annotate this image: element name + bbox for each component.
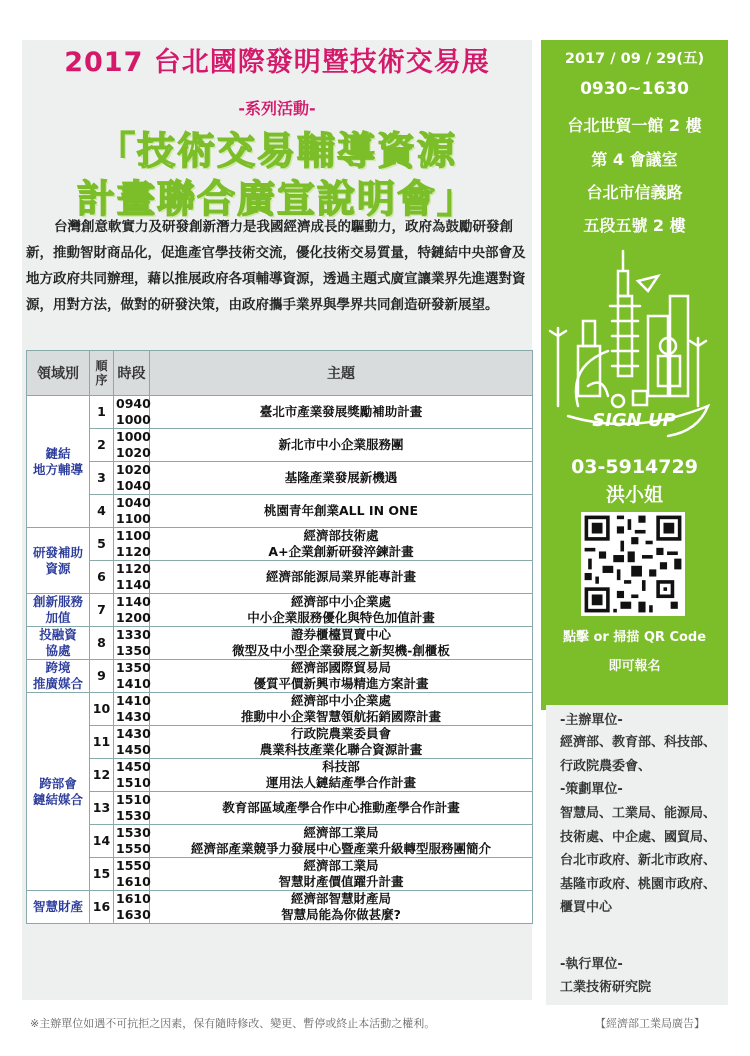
- topic-cell: 經濟部中小企業處 中小企業服務優化與特色加值計畫: [150, 594, 533, 627]
- venue-line2: 第 4 會議室: [591, 150, 678, 169]
- header-seq-text: 順序: [95, 359, 108, 387]
- table-header-row: [27, 351, 533, 396]
- host-title: -主辦單位-: [560, 713, 623, 728]
- topic-cell: 桃園青年創業ALL IN ONE: [150, 495, 533, 528]
- seq-cell: 9: [90, 660, 114, 693]
- area-cell: 跨境 推廣媒合: [27, 660, 90, 693]
- table-row: [27, 429, 533, 462]
- signup-label[interactable]: SIGN UP: [592, 410, 676, 431]
- planner-list: 智慧局、工業局、能源局、技術處、中企處、國貿局、台北市政府、新北市政府、基隆市政府、桃園市政府、櫃買中心: [560, 806, 717, 915]
- time-cell: 1330 1350: [114, 627, 150, 660]
- time-cell: 1120 1140: [114, 561, 150, 594]
- event-time: 0930~1630: [580, 79, 689, 99]
- schedule-table: [26, 350, 533, 924]
- executor-title: -執行單位-: [560, 957, 623, 972]
- table-row: [27, 561, 533, 594]
- area-cell: 智慧財產: [27, 891, 90, 924]
- qr-note-line1: 點擊 or 掃描 QR Code: [562, 630, 707, 645]
- topic-cell: 經濟部能源局業界能專計畫: [150, 561, 533, 594]
- table-row: [27, 759, 533, 792]
- seq-cell: 8: [90, 627, 114, 660]
- topic-cell: 基隆產業發展新機遇: [150, 462, 533, 495]
- table-row: [27, 825, 533, 858]
- footer-ad-label: 【經濟部工業局廣告】: [595, 1017, 705, 1030]
- time-cell: 1510 1530: [114, 792, 150, 825]
- seq-cell: 7: [90, 594, 114, 627]
- seq-cell: 14: [90, 825, 114, 858]
- table-row: [27, 660, 533, 693]
- topic-cell: 行政院農業委員會 農業科技產業化聯合資源計畫: [150, 726, 533, 759]
- area-cell: 跨部會 鏈結媒合: [27, 693, 90, 891]
- topic-cell: 經濟部智慧財產局 智慧局能為你做甚麼?: [150, 891, 533, 924]
- time-cell: 1430 1450: [114, 726, 150, 759]
- time-cell: 1550 1610: [114, 858, 150, 891]
- topic-cell: 證券櫃檯買賣中心 微型及中小型企業發展之新契機-創櫃板: [150, 627, 533, 660]
- table-row: [27, 891, 533, 924]
- seq-cell: 10: [90, 693, 114, 726]
- topic-cell: 臺北市產業發展獎勵補助計畫: [150, 396, 533, 429]
- seq-cell: 16: [90, 891, 114, 924]
- intro-paragraph: 台灣創意軟實力及研發創新潛力是我國經濟成長的驅動力，政府為鼓勵研發創新，推動智財商品化，促進產官學技術交流，優化技術交易質量，特鏈結中央部會及地方政府共同辦理，藉以推展政府各項輔導資源，透過主題式廣宣讓業界先進選對資源，用對方法，做對的研發決策，由政府攜手業界與學界共同創造研發新展望。: [26, 219, 526, 313]
- area-cell: 創新服務 加值: [27, 594, 90, 627]
- topic-cell: 科技部 運用法人鏈結產學合作計畫: [150, 759, 533, 792]
- table-row: [27, 858, 533, 891]
- topic-cell: 經濟部工業局 經濟部產業競爭力發展中心暨產業升級轉型服務團簡介: [150, 825, 533, 858]
- qr-code-pattern: [581, 512, 685, 616]
- event-title-line1: 「技術交易輔導資源: [96, 129, 457, 173]
- topic-cell: 經濟部技術處 A+企業創新研發淬鍊計畫: [150, 528, 533, 561]
- time-cell: 1040 1100: [114, 495, 150, 528]
- event-date: 2017 / 09 / 29(五): [564, 51, 705, 67]
- header-topic: 主題: [150, 351, 533, 396]
- time-cell: 1000 1020: [114, 429, 150, 462]
- header-seq: [90, 351, 114, 396]
- time-cell: 1450 1510: [114, 759, 150, 792]
- topic-cell: 教育部區域產學合作中心推動產學合作計畫: [150, 792, 533, 825]
- venue-line1: 台北世貿一館 2 樓: [567, 116, 702, 135]
- address-line1: 台北市信義路: [586, 183, 683, 202]
- topic-cell: 新北市中小企業服務團: [150, 429, 533, 462]
- table-row: [27, 495, 533, 528]
- header-area: 領域別: [27, 351, 90, 396]
- series-label: -系列活動-: [238, 99, 316, 118]
- area-cell: 研發補助 資源: [27, 528, 90, 594]
- city-skyline-icon: [548, 236, 720, 441]
- topic-cell: 經濟部工業局 智慧財產價值躍升計畫: [150, 858, 533, 891]
- seq-cell: 5: [90, 528, 114, 561]
- seq-cell: 6: [90, 561, 114, 594]
- seq-cell: 1: [90, 396, 114, 429]
- table-row: [27, 396, 533, 429]
- time-cell: 1020 1040: [114, 462, 150, 495]
- address-line2: 五段五號 2 樓: [583, 216, 686, 235]
- topic-cell: 經濟部國際貿易局 優質平價新興市場精進方案計畫: [150, 660, 533, 693]
- time-cell: 1140 1200: [114, 594, 150, 627]
- page-title: 2017 台北國際發明暨技術交易展: [64, 47, 490, 78]
- area-cell: 投融資 協處: [27, 627, 90, 660]
- table-row: [27, 594, 533, 627]
- contact-phone: 03-5914729: [571, 456, 698, 478]
- seq-cell: 4: [90, 495, 114, 528]
- planner-title: -策劃單位-: [560, 782, 623, 797]
- time-cell: 0940 1000: [114, 396, 150, 429]
- topic-cell: 經濟部中小企業處 推動中小企業智慧領航拓銷國際計畫: [150, 693, 533, 726]
- table-row: [27, 726, 533, 759]
- table-row: [27, 627, 533, 660]
- table-row: [27, 528, 533, 561]
- time-cell: 1610 1630: [114, 891, 150, 924]
- seq-cell: 11: [90, 726, 114, 759]
- qr-note-line2: 即可報名: [608, 659, 661, 674]
- seq-cell: 3: [90, 462, 114, 495]
- contact-name: 洪小姐: [605, 484, 663, 506]
- event-title-line2: 計畫聯合廣宣說明會」: [76, 177, 477, 221]
- seq-cell: 13: [90, 792, 114, 825]
- seq-cell: 2: [90, 429, 114, 462]
- time-cell: 1410 1430: [114, 693, 150, 726]
- area-cell: 鏈結 地方輔導: [27, 396, 90, 528]
- seq-cell: 12: [90, 759, 114, 792]
- footer-disclaimer: ※主辦單位如遇不可抗拒之因素，保有隨時修改、變更、暫停或終止本活動之權利。: [30, 1017, 436, 1030]
- table-row: [27, 462, 533, 495]
- qr-code-icon[interactable]: [581, 512, 685, 616]
- table-row: [27, 693, 533, 726]
- time-cell: 1350 1410: [114, 660, 150, 693]
- time-cell: 1530 1550: [114, 825, 150, 858]
- schedule-body: [27, 396, 533, 924]
- header-time: 時段: [114, 351, 150, 396]
- time-cell: 1100 1120: [114, 528, 150, 561]
- host-list: 經濟部、教育部、科技部、行政院農委會、: [560, 735, 717, 774]
- table-row: [27, 792, 533, 825]
- executor-name: 工業技術研究院: [560, 980, 652, 995]
- seq-cell: 15: [90, 858, 114, 891]
